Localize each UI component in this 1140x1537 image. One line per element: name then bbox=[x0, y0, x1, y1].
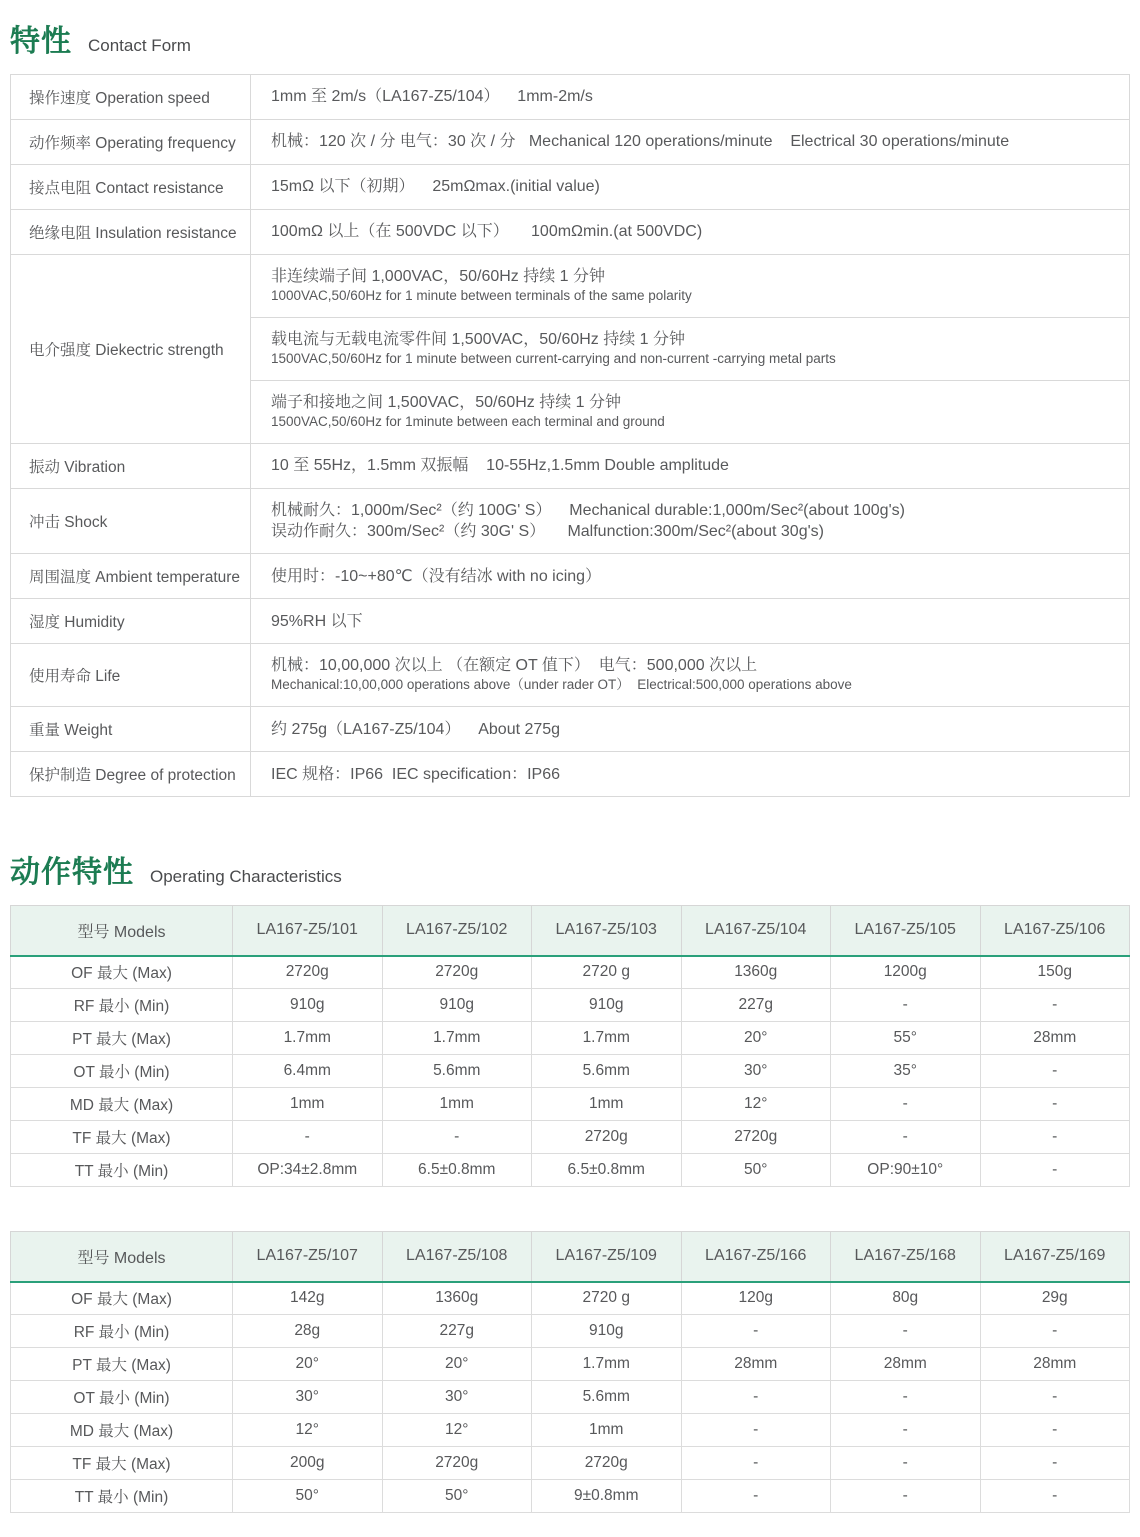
spec-row bbox=[11, 75, 1130, 120]
spec-row bbox=[11, 444, 1130, 489]
spec-row-label: 使用寿命 Life bbox=[11, 644, 251, 707]
spec-row-label: 电介强度 Diekectric strength bbox=[11, 255, 251, 444]
models-header-cell: LA167-Z5/107 bbox=[233, 1232, 383, 1282]
models-data-row bbox=[11, 1022, 1130, 1055]
contact-form-section bbox=[10, 16, 1130, 797]
spec-row-value bbox=[251, 381, 1130, 444]
models-value-cell: 6.5±0.8mm bbox=[382, 1154, 532, 1187]
models-row-label: TF 最大 (Max) bbox=[11, 1447, 233, 1480]
models-value-cell: - bbox=[831, 1088, 981, 1121]
operating-characteristics-heading bbox=[10, 847, 1130, 891]
models-data-row bbox=[11, 1480, 1130, 1513]
models-value-cell: 910g bbox=[532, 989, 682, 1022]
spec-row-value bbox=[251, 707, 1130, 752]
models-data-row bbox=[11, 1381, 1130, 1414]
models-value-cell: 5.6mm bbox=[532, 1055, 682, 1088]
models-row-label: OF 最大 (Max) bbox=[11, 1282, 233, 1315]
models-header-cell: 型号 Models bbox=[11, 1232, 233, 1282]
models-data-row bbox=[11, 1348, 1130, 1381]
spec-value-line: 机械耐久：1,000m/Sec²（约 100G' S） Mechanical durable:1,000m/Sec²(about 100g's) bbox=[271, 502, 905, 519]
models-value-cell: 1.7mm bbox=[382, 1022, 532, 1055]
models-header-cell: LA167-Z5/101 bbox=[233, 906, 383, 956]
spec-value-line: 机械：120 次 / 分 电气：30 次 / 分 Mechanical 120 operations/minute Electrical 30 operations/minute bbox=[271, 133, 1010, 151]
spec-row-label: 保护制造 Degree of protection bbox=[11, 752, 251, 797]
models-value-cell: 5.6mm bbox=[382, 1055, 532, 1088]
models-row-label: TT 最小 (Min) bbox=[11, 1480, 233, 1513]
models-header-row bbox=[11, 1232, 1130, 1282]
models-value-cell: 2720g bbox=[382, 1447, 532, 1480]
spec-value-line: 15mΩ 以下（初期） 25mΩmax.(initial value) bbox=[271, 178, 600, 196]
spec-row bbox=[11, 554, 1130, 599]
operating-characteristics-title-en: Operating Characteristics bbox=[150, 867, 342, 887]
models-header-cell: LA167-Z5/109 bbox=[532, 1232, 682, 1282]
spec-row bbox=[11, 489, 1130, 554]
contact-form-table-body bbox=[11, 75, 1130, 797]
spec-row bbox=[11, 599, 1130, 644]
models-value-cell: 2720g bbox=[233, 956, 383, 989]
spec-row bbox=[11, 644, 1130, 707]
models-value-cell: 2720g bbox=[382, 956, 532, 989]
spec-value-subline: 1500VAC,50/60Hz for 1 minute between current-carrying and non-current -carrying metal parts bbox=[271, 351, 836, 367]
models-value-cell: - bbox=[382, 1121, 532, 1154]
models-value-cell: - bbox=[831, 989, 981, 1022]
models-value-cell: 28mm bbox=[681, 1348, 831, 1381]
operating-characteristics-title-zh: 动作特性 bbox=[10, 856, 134, 890]
models-value-cell: - bbox=[831, 1447, 981, 1480]
spec-value-line: 100mΩ 以上（在 500VDC 以下） 100mΩmin.(at 500VDC) bbox=[271, 223, 703, 241]
models-value-cell: 120g bbox=[681, 1282, 831, 1315]
spec-row-value bbox=[251, 752, 1130, 797]
models-value-cell: - bbox=[831, 1315, 981, 1348]
spec-row-label: 振动 Vibration bbox=[11, 444, 251, 489]
spec-row-label: 操作速度 Operation speed bbox=[11, 75, 251, 120]
spec-value-line: 非连续端子间 1,000VAC，50/60Hz 持续 1 分钟 bbox=[271, 268, 606, 285]
models-table-body bbox=[11, 1282, 1130, 1513]
models-value-cell: 30° bbox=[233, 1381, 383, 1414]
models-value-cell: 142g bbox=[233, 1282, 383, 1315]
models-value-cell: - bbox=[980, 1055, 1130, 1088]
models-header-cell: LA167-Z5/166 bbox=[681, 1232, 831, 1282]
contact-form-heading bbox=[10, 16, 1130, 60]
spec-value-line: 10 至 55Hz，1.5mm 双振幅 10-55Hz,1.5mm Double amplitude bbox=[271, 457, 729, 475]
models-value-cell: 20° bbox=[382, 1348, 532, 1381]
models-value-cell: 200g bbox=[233, 1447, 383, 1480]
models-table-head bbox=[11, 1232, 1130, 1282]
models-value-cell: - bbox=[980, 989, 1130, 1022]
models-value-cell: 12° bbox=[382, 1414, 532, 1447]
models-header-row bbox=[11, 906, 1130, 956]
models-value-cell: - bbox=[681, 1381, 831, 1414]
models-value-cell: - bbox=[681, 1480, 831, 1513]
models-value-cell: 55° bbox=[831, 1022, 981, 1055]
models-value-cell: 2720g bbox=[681, 1121, 831, 1154]
spec-value-line: IEC 规格：IP66 IEC specification：IP66 bbox=[271, 765, 561, 783]
models-value-cell: 20° bbox=[233, 1348, 383, 1381]
spec-value-line: 载电流与无载电流零件间 1,500VAC，50/60Hz 持续 1 分钟 bbox=[271, 331, 686, 348]
spec-row bbox=[11, 707, 1130, 752]
models-table-107-169 bbox=[10, 1231, 1130, 1513]
models-value-cell: 80g bbox=[831, 1282, 981, 1315]
models-data-row bbox=[11, 1447, 1130, 1480]
spec-row-label: 动作频率 Operating frequency bbox=[11, 120, 251, 165]
models-value-cell: 28mm bbox=[831, 1348, 981, 1381]
spec-row-label: 接点电阻 Contact resistance bbox=[11, 165, 251, 210]
spec-value-line: 机械：10,00,000 次以上 （在额定 OT 值下） 电气：500,000 次以上 bbox=[271, 657, 758, 675]
models-data-row bbox=[11, 1315, 1130, 1348]
models-value-cell: 1360g bbox=[681, 956, 831, 989]
models-header-cell: LA167-Z5/104 bbox=[681, 906, 831, 956]
models-value-cell: 227g bbox=[681, 989, 831, 1022]
models-row-label: OF 最大 (Max) bbox=[11, 956, 233, 989]
models-value-cell: 30° bbox=[382, 1381, 532, 1414]
spec-value-line: 端子和接地之间 1,500VAC，50/60Hz 持续 1 分钟 bbox=[271, 394, 622, 411]
models-value-cell: 2720g bbox=[532, 1121, 682, 1154]
operating-characteristics-section bbox=[10, 847, 1130, 1513]
spec-row bbox=[11, 210, 1130, 255]
spec-row-value bbox=[251, 210, 1130, 255]
models-value-cell: OP:90±10° bbox=[831, 1154, 981, 1187]
models-value-cell: 1.7mm bbox=[233, 1022, 383, 1055]
models-value-cell: 1mm bbox=[233, 1088, 383, 1121]
models-value-cell: 1mm bbox=[532, 1414, 682, 1447]
models-row-label: MD 最大 (Max) bbox=[11, 1088, 233, 1121]
models-value-cell: 30° bbox=[681, 1055, 831, 1088]
models-value-cell: - bbox=[980, 1088, 1130, 1121]
models-table-101-106 bbox=[10, 905, 1130, 1187]
models-value-cell: 12° bbox=[233, 1414, 383, 1447]
spec-value-line: 使用时：-10~+80℃（没有结冰 with no icing） bbox=[271, 567, 602, 585]
models-value-cell: 29g bbox=[980, 1282, 1130, 1315]
spec-row bbox=[11, 165, 1130, 210]
models-value-cell: 50° bbox=[382, 1480, 532, 1513]
models-value-cell: 2720g bbox=[532, 1447, 682, 1480]
models-value-cell: 50° bbox=[681, 1154, 831, 1187]
models-value-cell: - bbox=[980, 1121, 1130, 1154]
models-value-cell: 1.7mm bbox=[532, 1022, 682, 1055]
spec-row-value bbox=[251, 255, 1130, 318]
spec-row-value bbox=[251, 644, 1130, 707]
models-row-label: TF 最大 (Max) bbox=[11, 1121, 233, 1154]
spec-value-line: 1mm 至 2m/s（LA167-Z5/104） 1mm-2m/s bbox=[271, 88, 593, 106]
models-value-cell: 227g bbox=[382, 1315, 532, 1348]
models-value-cell: 150g bbox=[980, 956, 1130, 989]
models-table-body bbox=[11, 956, 1130, 1187]
models-value-cell: - bbox=[681, 1447, 831, 1480]
models-data-row bbox=[11, 989, 1130, 1022]
models-value-cell: 2720 g bbox=[532, 1282, 682, 1315]
models-value-cell: 9±0.8mm bbox=[532, 1480, 682, 1513]
spec-row-value bbox=[251, 75, 1130, 120]
models-value-cell: 6.4mm bbox=[233, 1055, 383, 1088]
spec-value-line: 约 275g（LA167-Z5/104） About 275g bbox=[271, 720, 561, 738]
spec-row-value bbox=[251, 120, 1130, 165]
models-value-cell: - bbox=[831, 1480, 981, 1513]
models-value-cell: - bbox=[980, 1381, 1130, 1414]
models-table-head bbox=[11, 906, 1130, 956]
models-value-cell: 35° bbox=[831, 1055, 981, 1088]
models-value-cell: 1mm bbox=[382, 1088, 532, 1121]
models-value-cell: - bbox=[980, 1480, 1130, 1513]
models-value-cell: 910g bbox=[233, 989, 383, 1022]
models-value-cell: OP:34±2.8mm bbox=[233, 1154, 383, 1187]
models-header-cell: LA167-Z5/105 bbox=[831, 906, 981, 956]
spec-value-subline: 1500VAC,50/60Hz for 1minute between each terminal and ground bbox=[271, 414, 665, 430]
models-header-cell: LA167-Z5/103 bbox=[532, 906, 682, 956]
models-header-cell: LA167-Z5/108 bbox=[382, 1232, 532, 1282]
spec-row-value bbox=[251, 318, 1130, 381]
spec-row bbox=[11, 752, 1130, 797]
models-value-cell: - bbox=[980, 1447, 1130, 1480]
models-value-cell: 6.5±0.8mm bbox=[532, 1154, 682, 1187]
models-row-label: OT 最小 (Min) bbox=[11, 1381, 233, 1414]
models-value-cell: 1mm bbox=[532, 1088, 682, 1121]
models-data-row bbox=[11, 1154, 1130, 1187]
contact-form-title-en: Contact Form bbox=[88, 36, 191, 55]
spec-value-subline: Mechanical:10,00,000 operations above（under rader OT） Electrical:500,000 operations above bbox=[271, 677, 852, 693]
models-value-cell: 28g bbox=[233, 1315, 383, 1348]
models-row-label: PT 最大 (Max) bbox=[11, 1022, 233, 1055]
models-row-label: PT 最大 (Max) bbox=[11, 1348, 233, 1381]
spec-value-line: 误动作耐久：300m/Sec²（约 30G' S） Malfunction:300m/Sec²(about 30g's) bbox=[271, 523, 824, 541]
models-value-cell: - bbox=[980, 1154, 1130, 1187]
models-value-cell: - bbox=[831, 1381, 981, 1414]
models-header-cell: LA167-Z5/102 bbox=[382, 906, 532, 956]
spec-row-value bbox=[251, 444, 1130, 489]
spec-row-value bbox=[251, 599, 1130, 644]
models-data-row bbox=[11, 1055, 1130, 1088]
spec-row-label: 湿度 Humidity bbox=[11, 599, 251, 644]
models-data-row bbox=[11, 1414, 1130, 1447]
models-value-cell: 1200g bbox=[831, 956, 981, 989]
spec-row bbox=[11, 255, 1130, 318]
spec-row bbox=[11, 120, 1130, 165]
models-value-cell: 5.6mm bbox=[532, 1381, 682, 1414]
models-header-cell: 型号 Models bbox=[11, 906, 233, 956]
models-value-cell: 910g bbox=[532, 1315, 682, 1348]
models-value-cell: 12° bbox=[681, 1088, 831, 1121]
models-header-cell: LA167-Z5/106 bbox=[980, 906, 1130, 956]
models-value-cell: - bbox=[681, 1414, 831, 1447]
models-value-cell: 50° bbox=[233, 1480, 383, 1513]
spec-row-label: 重量 Weight bbox=[11, 707, 251, 752]
models-value-cell: 28mm bbox=[980, 1348, 1130, 1381]
models-value-cell: 1360g bbox=[382, 1282, 532, 1315]
models-row-label: TT 最小 (Min) bbox=[11, 1154, 233, 1187]
models-data-row bbox=[11, 1282, 1130, 1315]
models-value-cell: 1.7mm bbox=[532, 1348, 682, 1381]
spec-row-value bbox=[251, 165, 1130, 210]
spec-row-value bbox=[251, 554, 1130, 599]
models-value-cell: 20° bbox=[681, 1022, 831, 1055]
models-row-label: RF 最小 (Min) bbox=[11, 1315, 233, 1348]
contact-form-table bbox=[10, 74, 1130, 797]
models-value-cell: 910g bbox=[382, 989, 532, 1022]
spec-row-value bbox=[251, 489, 1130, 554]
models-value-cell: - bbox=[233, 1121, 383, 1154]
spec-value-subline: 1000VAC,50/60Hz for 1 minute between terminals of the same polarity bbox=[271, 288, 692, 304]
contact-form-title-zh: 特性 bbox=[10, 25, 72, 58]
models-value-cell: - bbox=[831, 1121, 981, 1154]
models-row-label: MD 最大 (Max) bbox=[11, 1414, 233, 1447]
spec-value-line: 95%RH 以下 bbox=[271, 612, 363, 630]
models-row-label: OT 最小 (Min) bbox=[11, 1055, 233, 1088]
models-row-label: RF 最小 (Min) bbox=[11, 989, 233, 1022]
models-value-cell: 28mm bbox=[980, 1022, 1130, 1055]
spec-row-label: 绝缘电阻 Insulation resistance bbox=[11, 210, 251, 255]
models-value-cell: 2720 g bbox=[532, 956, 682, 989]
models-data-row bbox=[11, 1121, 1130, 1154]
models-value-cell: - bbox=[980, 1315, 1130, 1348]
models-value-cell: - bbox=[681, 1315, 831, 1348]
models-data-row bbox=[11, 1088, 1130, 1121]
models-data-row bbox=[11, 956, 1130, 989]
spec-row-label: 周围温度 Ambient temperature bbox=[11, 554, 251, 599]
models-value-cell: - bbox=[831, 1414, 981, 1447]
models-value-cell: - bbox=[980, 1414, 1130, 1447]
models-header-cell: LA167-Z5/169 bbox=[980, 1232, 1130, 1282]
spec-row-label: 冲击 Shock bbox=[11, 489, 251, 554]
models-header-cell: LA167-Z5/168 bbox=[831, 1232, 981, 1282]
